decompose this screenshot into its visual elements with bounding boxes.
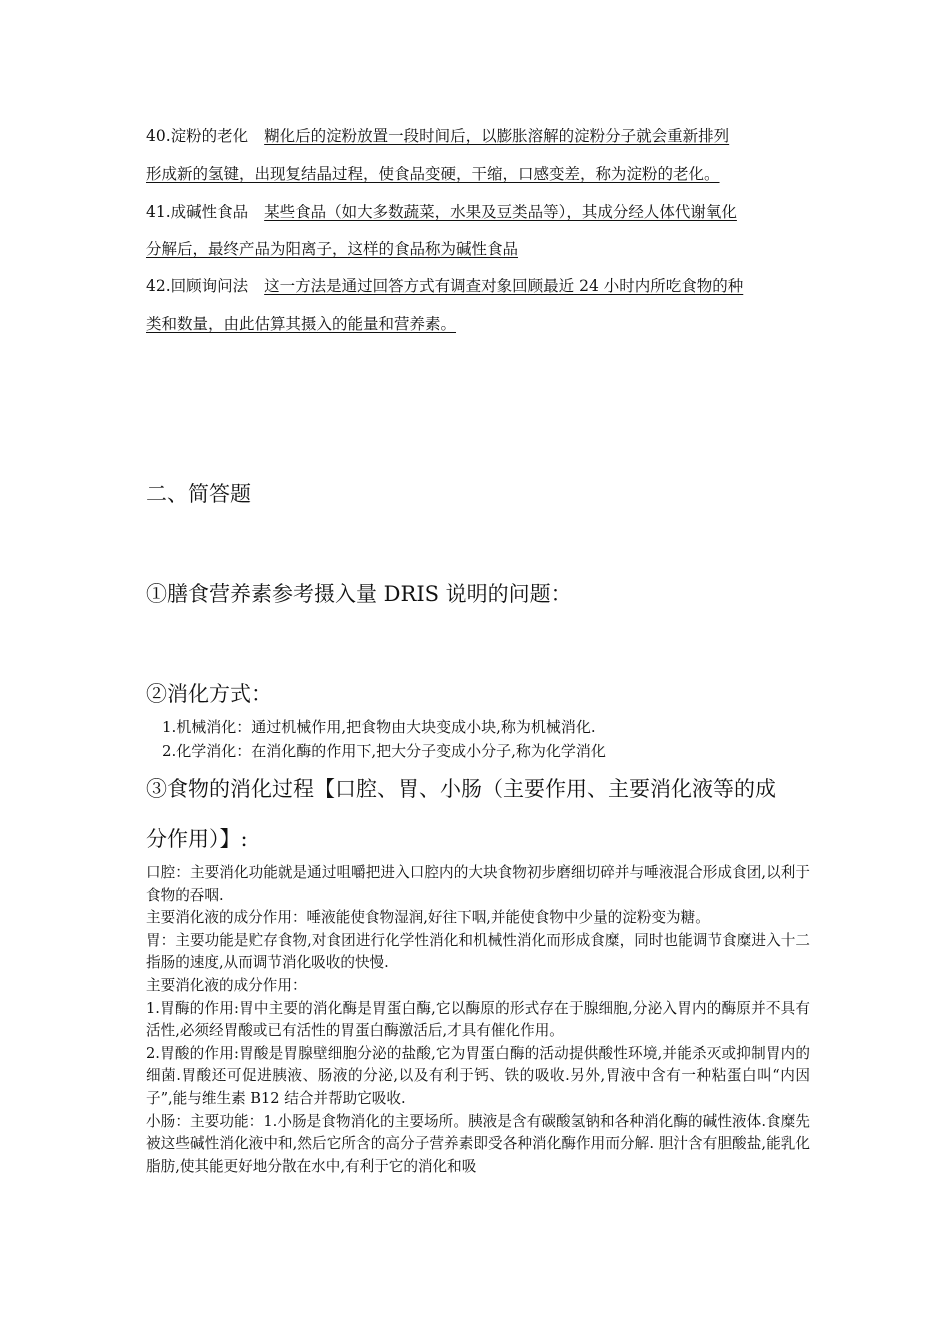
definition-40-line-2	[146, 162, 816, 184]
definition-41-line-2	[146, 237, 816, 259]
definition-text: 糊化后的淀粉放置一段时间后，以膨胀溶解的淀粉分子就会重新排列	[264, 127, 730, 145]
definition-41-line-1	[146, 200, 816, 222]
question-1: ①膳食营养素参考摄入量 DRIS 说明的问题：	[146, 582, 572, 606]
answer-body	[146, 862, 810, 1178]
definition-term: 41.成碱性食品	[146, 203, 249, 221]
definition-text: 某些食品（如大多数蔬菜，水果及豆类品等），其成分经人体代谢氧化	[264, 203, 737, 221]
q2-item-1: 1.机械消化：通过机械作用,把食物由大块变成小块,称为机械消化.	[162, 718, 596, 736]
paragraph-mouth: 口腔：主要消化功能就是通过咀嚼把进入口腔内的大块食物初步磨细切碎并与唾液混合形成食团,以利于食物的吞咽.	[146, 864, 810, 904]
question-2: ②消化方式：	[146, 682, 272, 706]
question-3-line-1: ③食物的消化过程【口腔、胃、小肠（主要作用、主要消化液等的成	[146, 777, 776, 801]
definition-42-line-2	[146, 312, 816, 334]
definition-text: 分解后，最终产品为阳离子，这样的食品称为碱性食品	[146, 240, 519, 258]
paragraph-small-intestine: 小肠：主要功能：1.小肠是食物消化的主要场所。胰液是含有碳酸氢钠和各种消化酶的碱性液体.食糜先被这些碱性消化液中和,然后它所含的高分子营养素即受各种消化酶作用而分解. 胆汁含有胆酸盐,能乳化脂肪,使其能更好地分散在水中,有利于它的消化和吸	[146, 1112, 810, 1175]
definition-term: 40.淀粉的老化	[146, 127, 249, 145]
definition-text: 形成新的氢键，出现复结晶过程，使食品变硬，干缩，口感变差，称为淀粉的老化。	[146, 165, 720, 183]
q2-item-2: 2.化学消化：在消化酶的作用下,把大分子变成小分子,称为化学消化	[162, 742, 606, 760]
definition-42-line-1	[146, 274, 816, 296]
question-3-line-2: 分作用）】:	[146, 827, 248, 851]
definition-term: 42.回顾询问法	[146, 277, 249, 295]
paragraph-saliva: 主要消化液的成分作用：唾液能使食物湿润,好往下咽,并能使食物中少量的淀粉变为糖。	[146, 909, 710, 927]
definition-text: 这一方法是通过回答方式有调查对象回顾最近 24 小时内所吃食物的种	[264, 277, 744, 295]
section-title: 二、简答题	[146, 482, 251, 506]
paragraph-stomach: 胃：主要功能是贮存食物,对食团进行化学性消化和机械性消化而形成食糜，同时也能调节食糜进入十二指肠的速度,从而调节消化吸收的快慢.	[146, 931, 810, 972]
paragraph-stomach-juice: 主要消化液的成分作用：	[146, 976, 307, 994]
definition-text: 类和数量，由此估算其摄入的能量和营养素。	[146, 315, 457, 333]
paragraph-pepsin: 1.胃酶的作用:胃中主要的消化酶是胃蛋白酶,它以酶原的形式存在于腺细胞,分泌入胃内的酶原并不具有活性,必须经胃酸或已有活性的胃蛋白酶激活后,才具有催化作用。	[146, 999, 810, 1040]
definition-40-line-1	[146, 124, 816, 146]
paragraph-gastric-acid: 2.胃酸的作用:胃酸是胃腺壁细胞分泌的盐酸,它为胃蛋白酶的活动提供酸性环境,并能杀灭或抑制胃内的细菌.胃酸还可促进胰液、肠液的分泌,以及有利于钙、铁的吸收.另外,胃液中含有一种粘蛋白叫“内因子”,能与维生素 B12 结合并帮助它吸收.	[146, 1044, 810, 1107]
